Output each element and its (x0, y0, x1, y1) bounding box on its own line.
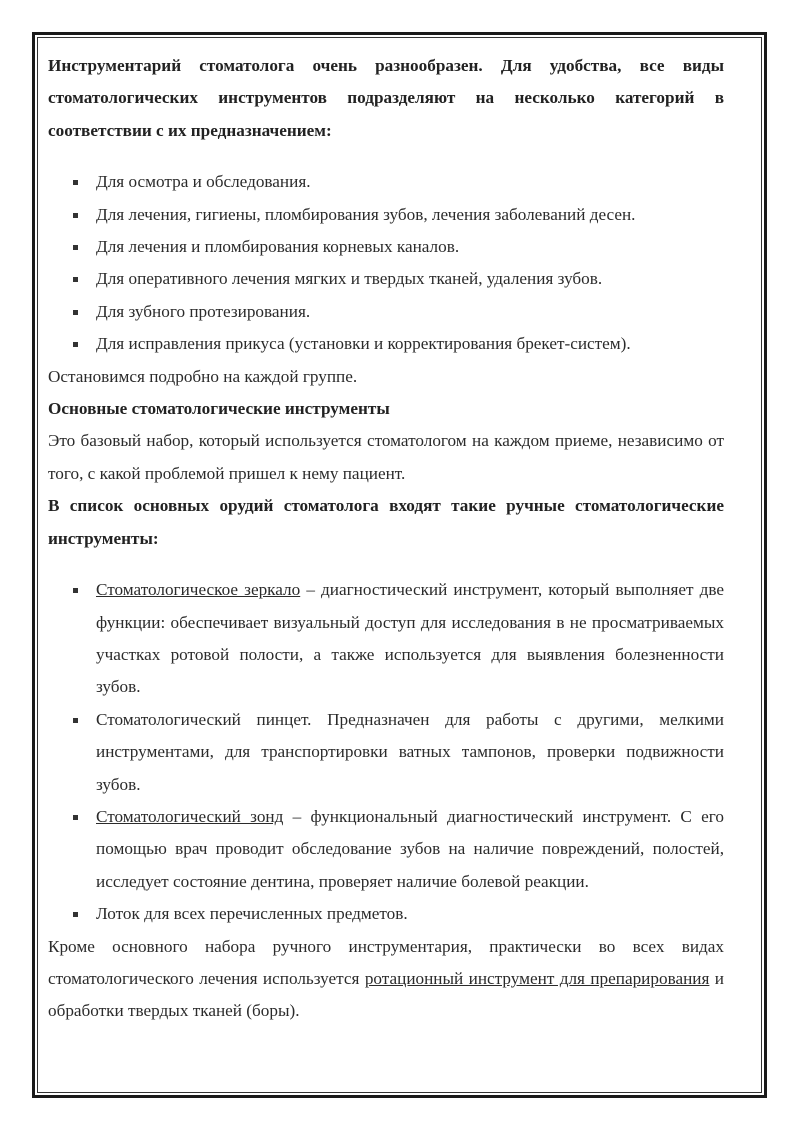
mirror-link[interactable]: Стоматологическое зеркало (96, 580, 301, 600)
list-heading: В список основных орудий стоматолога входят такие ручные стоматологические инструменты: (48, 496, 724, 548)
list-item: Для лечения и пломбирования корневых каналов. (48, 231, 724, 263)
list-item (48, 574, 724, 704)
section-paragraph: Это базовый набор, который используется стоматологом на каждом приеме, независимо от того, с какой проблемой пришел к нему пациент. (48, 431, 724, 483)
list-item: Для лечения, гигиены, пломбирования зубов, лечения заболеваний десен. (48, 199, 724, 231)
list-item: Для исправления прикуса (установки и корректирования брекет-систем). (48, 328, 724, 360)
list-item: Для оперативного лечения мягких и твердых тканей, удаления зубов. (48, 263, 724, 295)
list-item: Для зубного протезирования. (48, 296, 724, 328)
probe-link[interactable]: Стоматологический зонд (96, 806, 284, 826)
list-item: Для осмотра и обследования. (48, 166, 724, 198)
tools-list (48, 574, 724, 930)
list-item: Стоматологический пинцет. Предназначен для работы с другими, мелкими инструментами, для транспортировки ватных тампонов, проверки подвижности зубов. (48, 704, 724, 801)
closing-text-after: и обработки твердых тканей (боры). (48, 968, 724, 1021)
section-heading: Основные стоматологические инструменты (48, 399, 390, 419)
probe-description: – функциональный диагностический инструмент. С его помощью врач проводит обследование зубов на наличие повреждений, полостей, исследует состояние дентина, проверяет наличие болевой реакции. (96, 806, 724, 891)
closing-paragraph (48, 931, 724, 1028)
intro-paragraph: Инструментарий стоматолога очень разнообразен. Для удобства, все виды стоматологических инструментов подразделяют на несколько категорий в соответствии с их предназначением: (48, 56, 724, 140)
transition-paragraph: Остановимся подробно на каждой группе. (48, 366, 358, 386)
closing-text-before: Кроме основного набора ручного инструментария, практически во всех видах стоматологического лечения используется (48, 936, 724, 988)
document-body (48, 50, 724, 1028)
list-item (48, 801, 724, 898)
mirror-description: – диагностический инструмент, который выполняет две функции: обеспечивает визуальный доступ для исследования в не просматриваемых участках ротовой полости, а также используется для выявления болезненности зубов. (96, 580, 724, 697)
rotary-instrument-link[interactable]: ротационный инструмент для препарирования (364, 968, 710, 988)
list-item: Лоток для всех перечисленных предметов. (48, 898, 724, 930)
category-list (48, 166, 724, 360)
